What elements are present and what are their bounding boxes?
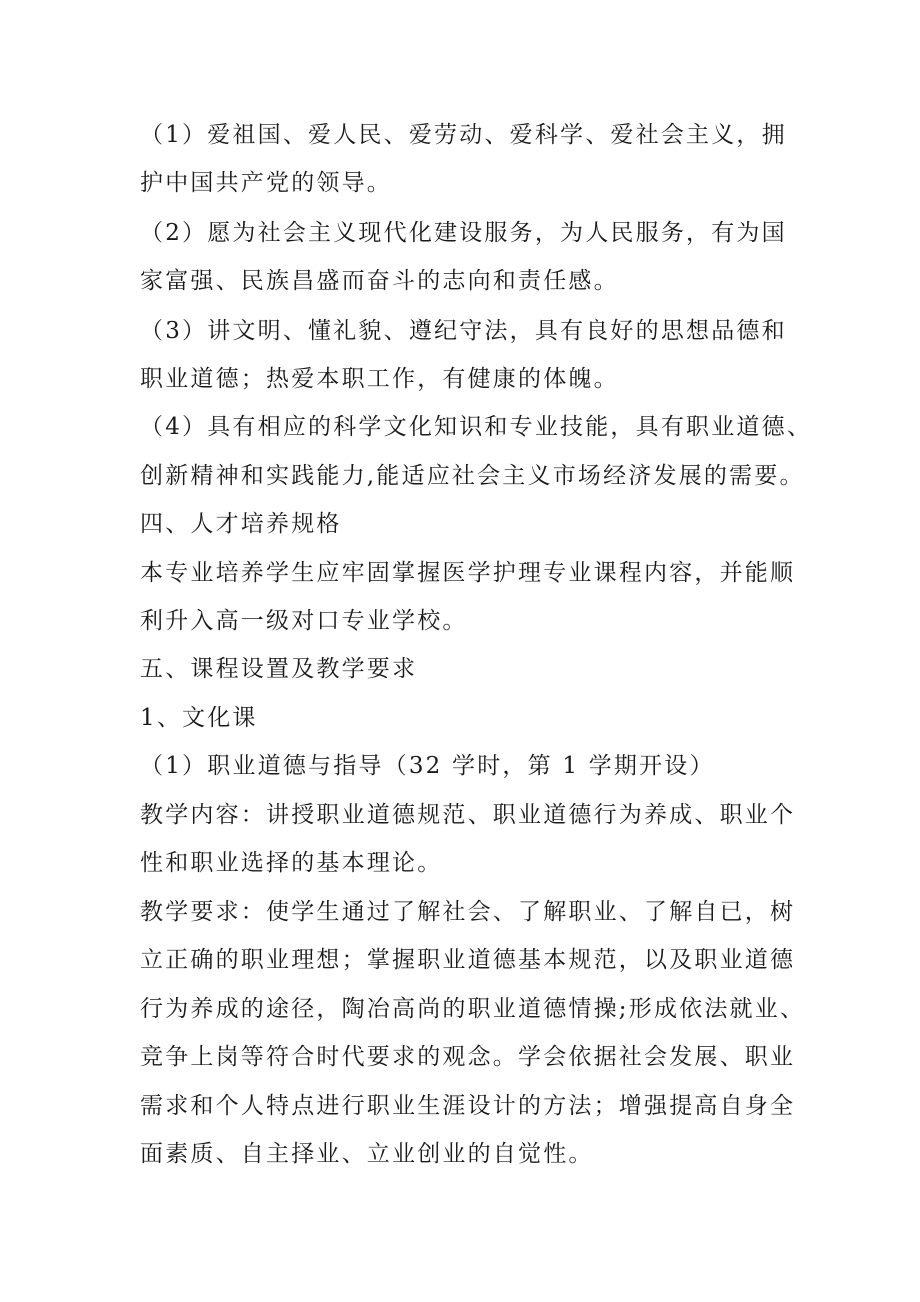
text-line: 创新精神和实践能力,能适应社会主义市场经济发展的需要。 <box>140 463 805 489</box>
section-heading: 四、人才培养规格 <box>140 511 342 537</box>
text-line: 教学内容：讲授职业道德规范、职业道德行为养成、职业个 <box>140 802 796 828</box>
subsection-heading: 1、文化课 <box>140 705 258 731</box>
text-line: （1）爱祖国、爱人民、爱劳动、爱科学、爱社会主义，拥 <box>140 122 787 148</box>
text-line: （3）讲文明、懂礼貌、遵纪守法，具有良好的思想品德和 <box>140 318 787 344</box>
text-line: 职业道德；热爱本职工作，有健康的体魄。 <box>140 366 619 392</box>
text-line: 护中国共产党的领导。 <box>140 170 392 196</box>
text-line: （2）愿为社会主义现代化建设服务，为人民服务，有为国 <box>140 220 787 246</box>
course-title: （1）职业道德与指导（32 学时，第 1 学期开设） <box>140 753 715 779</box>
text-line: 行为养成的途径，陶冶高尚的职业道德情操;形成依法就业、 <box>140 996 806 1022</box>
text-line: 性和职业选择的基本理论。 <box>140 850 443 876</box>
text-line: 本专业培养学生应牢固掌握医学护理专业课程内容，并能顺 <box>140 560 796 586</box>
section-heading: 五、课程设置及教学要求 <box>140 656 418 682</box>
text-line: 面素质、自主择业、立业创业的自觉性。 <box>140 1141 594 1167</box>
text-line: 家富强、民族昌盛而奋斗的志向和责任感。 <box>140 268 619 294</box>
text-line: 需求和个人特点进行职业生涯设计的方法；增强提高自身全 <box>140 1093 796 1119</box>
text-line: 立正确的职业理想；掌握职业道德基本规范，以及职业道德 <box>140 947 796 973</box>
text-line: 教学要求：使学生通过了解社会、了解职业、了解自已，树 <box>140 899 796 925</box>
text-line: 利升入高一级对口专业学校。 <box>140 608 468 634</box>
text-line: （4）具有相应的科学文化知识和专业技能，具有职业道德、 <box>140 414 813 440</box>
text-line: 竞争上岗等符合时代要求的观念。学会依据社会发展、职业 <box>140 1044 796 1070</box>
